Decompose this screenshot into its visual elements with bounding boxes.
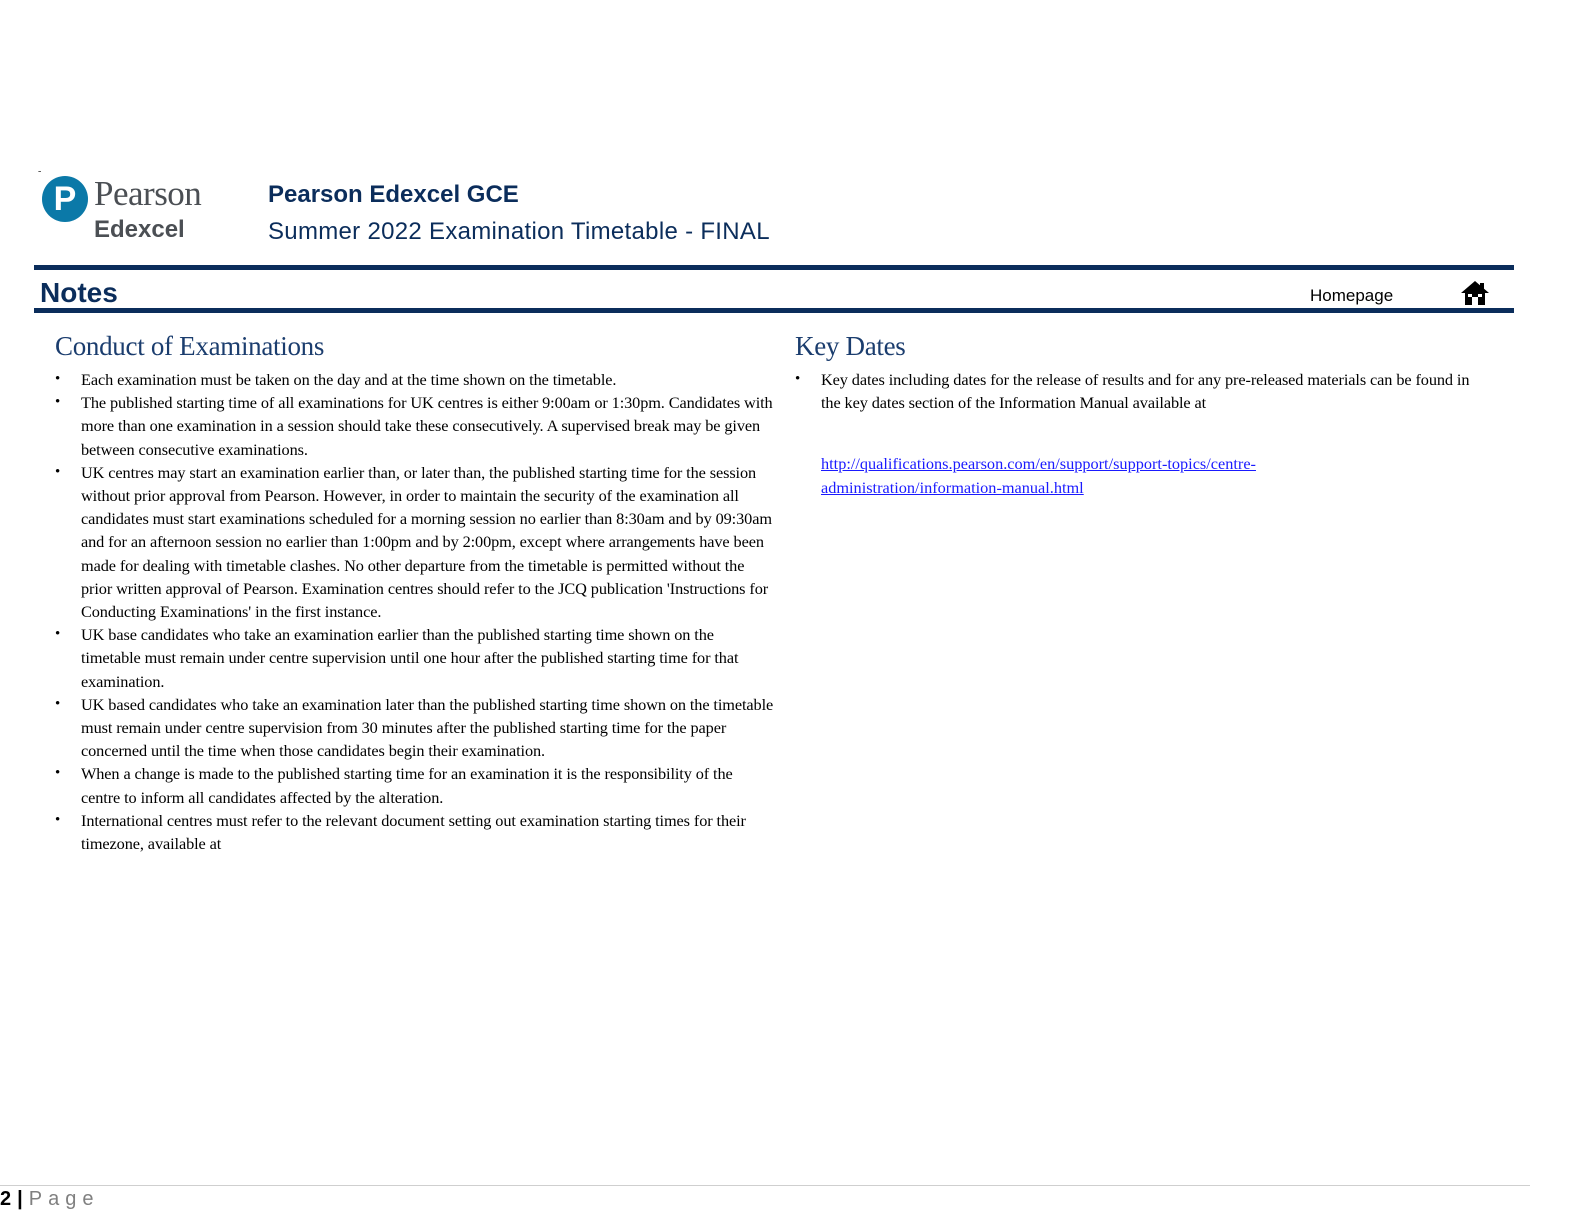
page-footer	[0, 1188, 99, 1211]
conduct-heading: Conduct of Examinations	[55, 331, 325, 361]
key-dates-section	[795, 330, 1485, 499]
home-icon[interactable]	[1460, 280, 1490, 306]
section-title: Notes	[40, 277, 118, 308]
stray-dash: -	[38, 166, 42, 177]
list-item: • UK based candidates who take an examination later than the published starting time shown on the timetable must remain under centre supervision from 30 minutes after the published starting time for the paper concerned until the time when those candidates begin their examination.	[55, 693, 775, 763]
list-item: • UK centres may start an examination earlier than, or later than, the published starting time for the session without prior approval from Pearson. However, in order to maintain the security of the examination all candidates must start examinations scheduled for a morning session no earlier than 8:30am and by 09:30am and for an afternoon session no earlier than 1:00pm and by 2:00pm, except where arrangements have been made for dealing with timetable clashes. No other departure from the timetable is permitted without the prior written approval of Pearson. Examination centres should refer to the JCQ publication 'Instructions for Conducting Examinations' in the first instance.	[55, 461, 775, 623]
list-item: • International centres must refer to the relevant document setting out examination starting times for their timezone, available at	[55, 809, 775, 855]
key-dates-heading: Key Dates	[795, 331, 906, 361]
list-item: • When a change is made to the published starting time for an examination it is the responsibility of the centre to inform all candidates affected by the alteration.	[55, 762, 775, 808]
list-item: • Key dates including dates for the release of results and for any pre-released materials can be found in the key dates section of the Information Manual available at	[795, 368, 1485, 414]
list-item: • The published starting time of all examinations for UK centres is either 9:00am or 1:30pm. Candidates with more than one examination in a session should take these consecutively. A supervised break may be given between consecutive examinations.	[55, 391, 775, 461]
page-number: 2	[0, 1188, 12, 1210]
list-item: • Each examination must be taken on the day and at the time shown on the timetable.	[55, 368, 775, 391]
footer-rule	[0, 1185, 1530, 1186]
header-rule-bottom	[34, 308, 1514, 313]
information-manual-link[interactable]: http://qualifications.pearson.com/en/support/support-topics/centre-administration/information-manual.html	[821, 454, 1256, 497]
pearson-edexcel-logo	[42, 172, 222, 252]
logo-wordmark-pearson: Pearson	[94, 174, 202, 213]
pearson-p-icon: P	[42, 176, 88, 222]
homepage-link[interactable]: Homepage	[1310, 286, 1394, 305]
list-item: • UK base candidates who take an examination earlier than the published starting time shown on the timetable must remain under centre supervision until one hour after the published starting time for that examination.	[55, 623, 775, 693]
document-title: Pearson Edexcel GCE	[268, 181, 519, 208]
conduct-list	[55, 368, 775, 855]
page-label: Page	[28, 1188, 100, 1210]
document-subtitle: Summer 2022 Examination Timetable - FINAL	[268, 218, 770, 245]
footer-separator: |	[17, 1188, 23, 1210]
key-dates-list	[795, 368, 1485, 414]
header-rule-top	[34, 265, 1514, 270]
conduct-of-examinations-section	[55, 330, 775, 855]
logo-wordmark-edexcel: Edexcel	[94, 216, 185, 243]
